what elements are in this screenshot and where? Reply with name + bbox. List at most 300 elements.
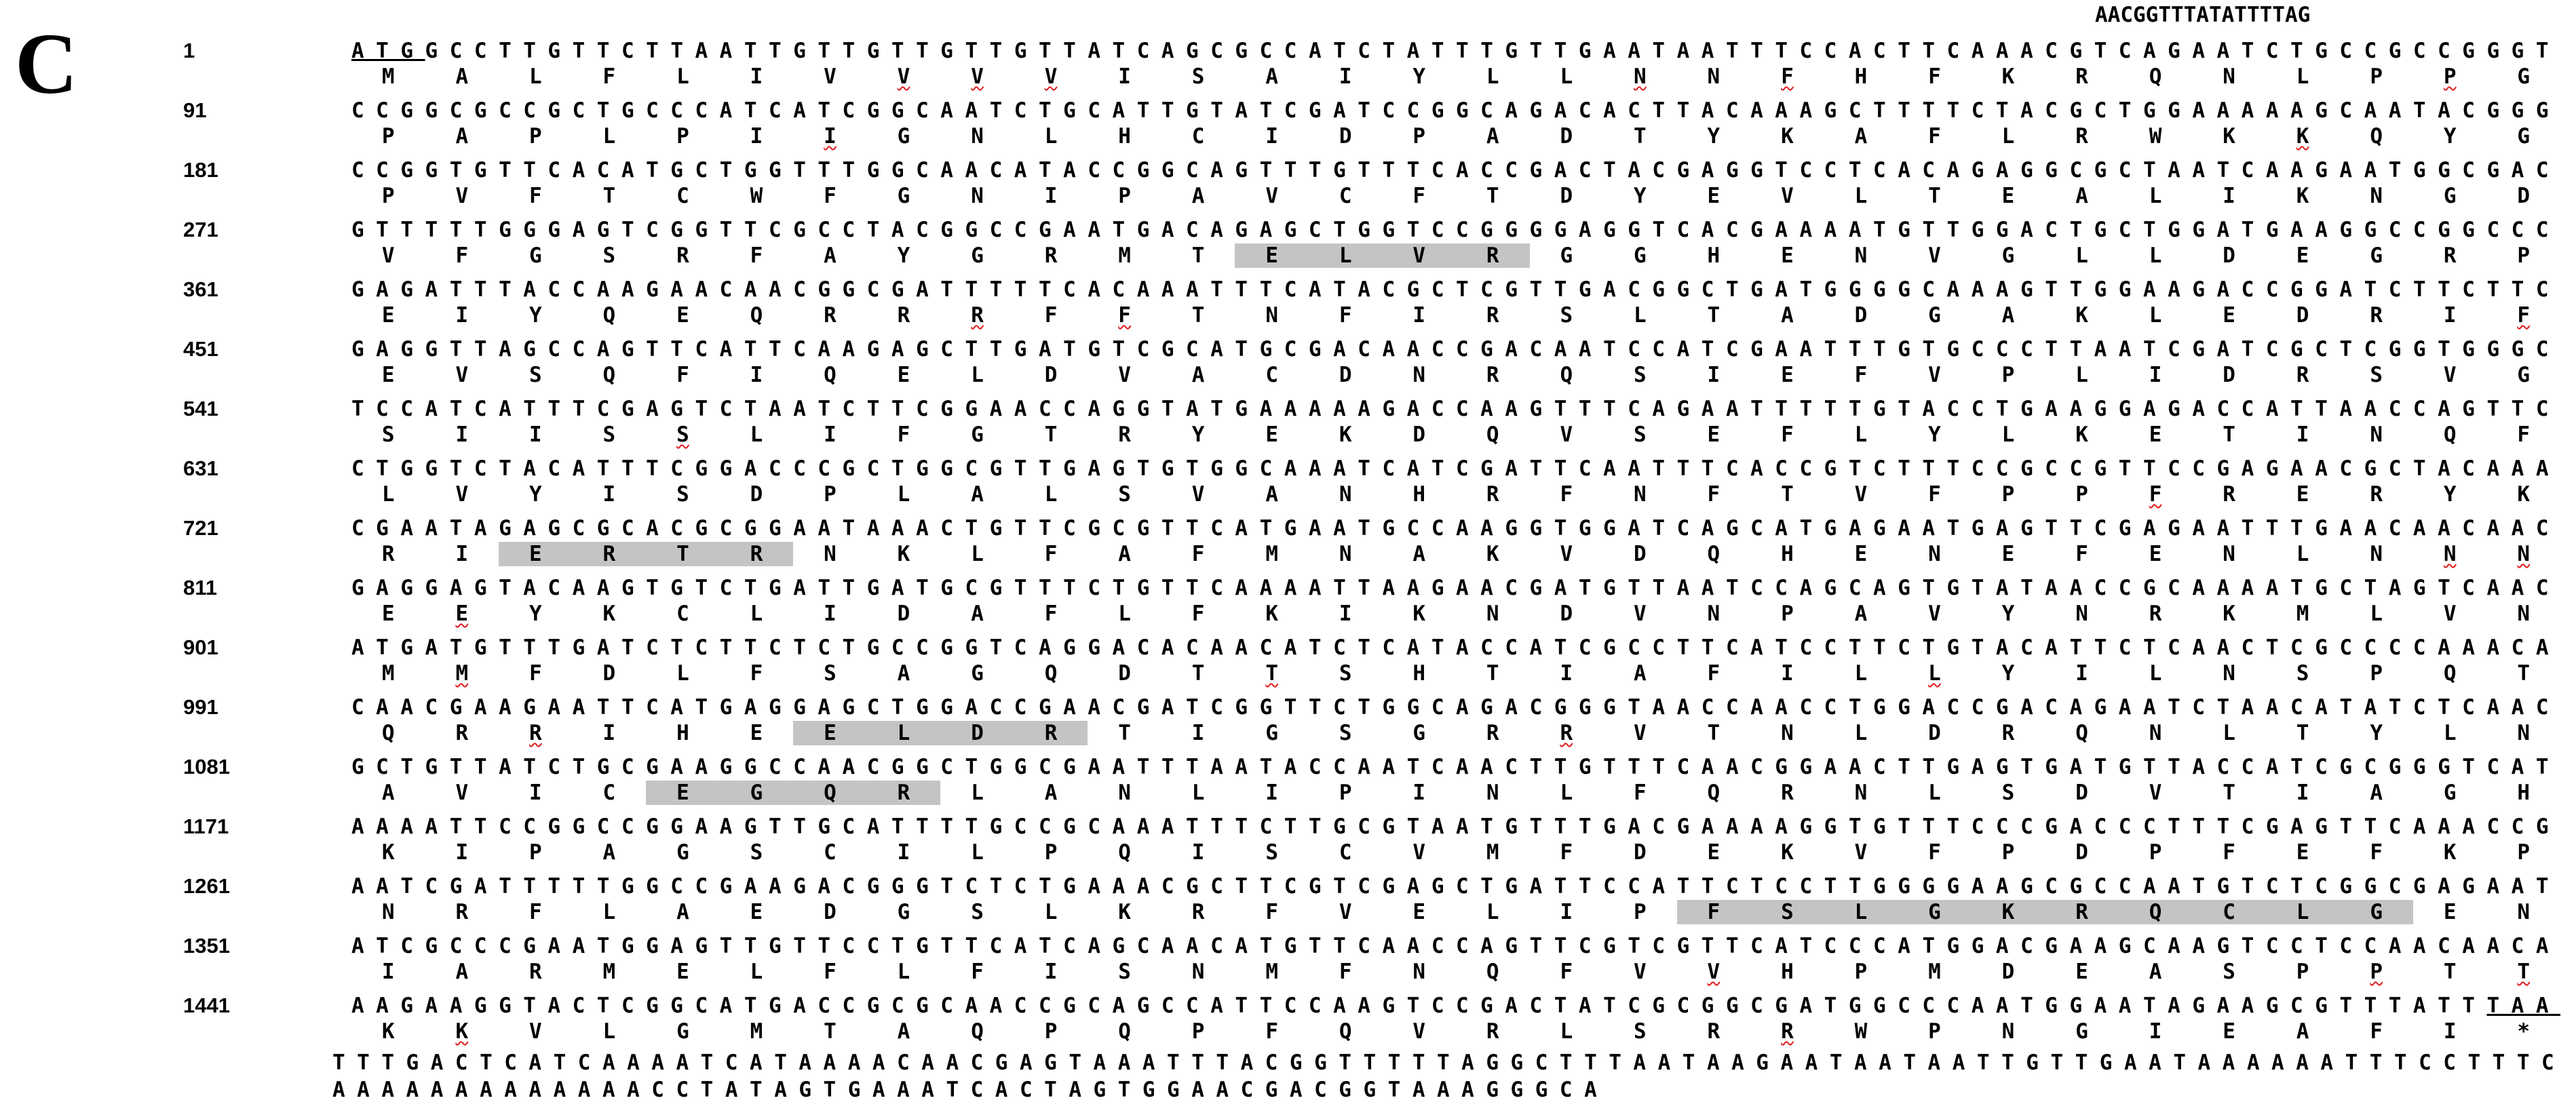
- residue: E: [1265, 422, 1278, 447]
- position-number: 1: [183, 39, 195, 62]
- residue: E: [381, 303, 395, 328]
- residue: L: [2075, 363, 2088, 387]
- residue: D: [602, 661, 616, 686]
- residue: P: [2296, 960, 2309, 984]
- residue: G: [2517, 363, 2531, 387]
- residue: P: [1044, 1019, 1058, 1044]
- residue: G: [1265, 721, 1278, 745]
- residue: N: [1854, 243, 1868, 268]
- residue: K: [602, 602, 616, 626]
- residue: K: [897, 542, 910, 566]
- residue: F: [1339, 960, 1352, 984]
- codon-marker: TAA: [2486, 993, 2561, 1018]
- upstream-leader-sequence: AACGGTTTATATTTTAG: [2095, 3, 2311, 27]
- residue: V: [1412, 243, 1426, 268]
- nucleotide-line: [351, 397, 2560, 421]
- position-number: 451: [183, 337, 218, 361]
- residue: P: [381, 184, 395, 208]
- residue: D: [2075, 840, 2088, 865]
- residue: L: [1928, 661, 1941, 686]
- residue: V: [1928, 602, 1941, 626]
- residue: V: [897, 64, 910, 89]
- residue: L: [1560, 781, 1573, 805]
- residue: E: [750, 900, 763, 924]
- residue: S: [1781, 900, 1794, 924]
- residue: N: [1339, 542, 1352, 566]
- residue: F: [1265, 1019, 1278, 1044]
- nucleotide-line: [351, 635, 2560, 660]
- residue: L: [2149, 303, 2162, 328]
- amino-acid-line: [0, 184, 2576, 208]
- residue: F: [1781, 64, 1794, 89]
- position-number: 811: [183, 576, 218, 599]
- residue: F: [750, 243, 763, 268]
- position-number: 541: [183, 397, 218, 420]
- residue: G: [676, 1019, 689, 1044]
- residue: R: [2370, 482, 2383, 507]
- residue: N: [1854, 781, 1868, 805]
- nucleotide-line: [351, 456, 2560, 481]
- residue: H: [1412, 661, 1426, 686]
- residue: A: [971, 602, 984, 626]
- residue: E: [2149, 422, 2162, 447]
- residue: Y: [1412, 64, 1426, 89]
- residue: S: [824, 661, 837, 686]
- residue: R: [2443, 243, 2457, 268]
- residue: F: [1560, 960, 1573, 984]
- residue: P: [2001, 482, 2015, 507]
- residue: M: [381, 661, 395, 686]
- amino-acid-line: [0, 363, 2576, 387]
- residue: P: [1854, 960, 1868, 984]
- residue: I: [1044, 960, 1058, 984]
- residue: I: [2443, 1019, 2457, 1044]
- residue: T: [2443, 960, 2457, 984]
- residue: I: [2296, 781, 2309, 805]
- residue: P: [2370, 960, 2383, 984]
- residue: R: [2001, 721, 2015, 745]
- residue: P: [1118, 184, 1131, 208]
- residue: N: [2223, 64, 2235, 89]
- residue: V: [455, 781, 469, 805]
- residue: V: [529, 1019, 542, 1044]
- residue: F: [455, 243, 469, 268]
- residue: D: [750, 482, 763, 507]
- residue: F: [1560, 840, 1573, 865]
- position-number: 1081: [183, 755, 230, 779]
- residue: Q: [1044, 661, 1058, 686]
- residue: F: [971, 960, 984, 984]
- residue: Y: [2370, 721, 2383, 745]
- residue: V: [1044, 64, 1058, 89]
- residue: K: [2075, 422, 2088, 447]
- residue: L: [1044, 900, 1058, 924]
- residue: F: [529, 184, 542, 208]
- residue: V: [1928, 243, 1941, 268]
- amino-acid-line: [0, 781, 2576, 805]
- residue: L: [676, 661, 689, 686]
- residue: M: [602, 960, 616, 984]
- residue: R: [529, 960, 542, 984]
- residue: R: [1560, 721, 1573, 745]
- residue: Q: [2149, 64, 2162, 89]
- residue: K: [1486, 542, 1499, 566]
- residue: N: [971, 184, 984, 208]
- residue: L: [1634, 303, 1647, 328]
- residue: N: [1486, 602, 1499, 626]
- residue: F: [1265, 900, 1278, 924]
- residue: M: [1486, 840, 1499, 865]
- residue: Q: [602, 303, 616, 328]
- residue: M: [455, 661, 469, 686]
- residue: S: [2370, 363, 2383, 387]
- residue: Q: [1339, 1019, 1352, 1044]
- residue: I: [750, 64, 763, 89]
- residue: I: [602, 721, 616, 745]
- residue: N: [1265, 303, 1278, 328]
- residue: L: [1486, 64, 1499, 89]
- residue: G: [2517, 124, 2531, 149]
- position-number: 271: [183, 218, 218, 241]
- residue: E: [1781, 363, 1794, 387]
- residue: F: [1044, 542, 1058, 566]
- residue: D: [1560, 602, 1573, 626]
- residue: F: [1928, 64, 1941, 89]
- nucleotide-segment: GCTGTTATCTGCGAAGGCCAACGGCTGGCGAATTTAATACCAATCAACTTGTTTCAACGGAACTTGAGTGATGTTACCATCGCGGGTCAT: [351, 755, 2560, 779]
- residue: V: [1781, 184, 1794, 208]
- nucleotide-segment: GAGATTTACCAAGAACAACGGCGATTTTTCACAAATTTCATACGCTCGTTGACGGCTGATGGGGCAAAGTTGGAAGACCGGATCTTCTTC: [351, 277, 2560, 302]
- residue: N: [2517, 602, 2531, 626]
- residue: R: [1486, 303, 1499, 328]
- residue: C: [1339, 184, 1352, 208]
- residue: L: [2149, 184, 2162, 208]
- residue: Y: [529, 303, 542, 328]
- nucleotide-line: [351, 755, 2560, 779]
- residue: S: [2223, 960, 2235, 984]
- residue: H: [2517, 781, 2531, 805]
- codon-marker: ATG: [351, 39, 425, 63]
- residue: F: [1044, 602, 1058, 626]
- residue: G: [971, 661, 984, 686]
- residue: V: [1191, 482, 1205, 507]
- residue: P: [1339, 781, 1352, 805]
- residue: T: [1707, 721, 1720, 745]
- residue: N: [1781, 721, 1794, 745]
- residue: A: [1191, 184, 1205, 208]
- residue: L: [1928, 781, 1941, 805]
- residue: T: [1928, 184, 1941, 208]
- position-number: 181: [183, 158, 218, 182]
- residue: T: [1191, 661, 1205, 686]
- amino-acid-line: [0, 602, 2576, 626]
- residue: S: [381, 422, 395, 447]
- residue: I: [1191, 840, 1205, 865]
- residue: W: [1854, 1019, 1868, 1044]
- amino-acid-line: [0, 900, 2576, 924]
- residue: N: [1486, 781, 1499, 805]
- residue: R: [1486, 1019, 1499, 1044]
- residue: D: [971, 721, 984, 745]
- residue: L: [971, 542, 984, 566]
- residue: M: [1928, 960, 1941, 984]
- residue: N: [2223, 542, 2235, 566]
- residue: F: [1044, 303, 1058, 328]
- residue: N: [1412, 960, 1426, 984]
- residue: G: [529, 243, 542, 268]
- residue: A: [1634, 661, 1647, 686]
- residue: Y: [1634, 184, 1647, 208]
- amino-acid-line: [0, 721, 2576, 745]
- residue: P: [2149, 840, 2162, 865]
- residue: K: [2443, 840, 2457, 865]
- residue: F: [1560, 482, 1573, 507]
- residue: K: [2223, 124, 2235, 149]
- residue: F: [1191, 602, 1205, 626]
- residue: F: [529, 900, 542, 924]
- residue: I: [1265, 124, 1278, 149]
- residue: W: [750, 184, 763, 208]
- residue: T: [2296, 721, 2309, 745]
- residue: F: [2517, 422, 2531, 447]
- residue: R: [529, 721, 542, 745]
- residue: L: [381, 482, 395, 507]
- amino-acid-line: [0, 960, 2576, 984]
- residue: S: [1191, 64, 1205, 89]
- residue: L: [971, 781, 984, 805]
- residue: Y: [529, 482, 542, 507]
- residue: E: [2075, 960, 2088, 984]
- residue: S: [529, 363, 542, 387]
- residue: T: [1486, 661, 1499, 686]
- amino-acid-line: [0, 1019, 2576, 1044]
- residue: G: [971, 243, 984, 268]
- residue: N: [1707, 64, 1720, 89]
- nucleotide-segment: AAGAAGGTACTCGGCATGACCGCGCAACCGCAGCCATTCCAAGTCCGACTATCGCGGCGATGGCCCAATGGAATAGAAGCGTTTATT: [351, 993, 2487, 1018]
- residue: N: [1634, 482, 1647, 507]
- residue: K: [2296, 124, 2309, 149]
- residue: T: [1191, 303, 1205, 328]
- residue: P: [2517, 840, 2531, 865]
- residue: L: [750, 960, 763, 984]
- residue: D: [1560, 184, 1573, 208]
- residue: F: [2223, 840, 2235, 865]
- residue: M: [750, 1019, 763, 1044]
- residue: E: [2296, 482, 2309, 507]
- nucleotide-segment: TCCATCATTTCGAGTCTAATCTTCGGAACCAGGTATGAAAAAGACCAAGTTTCAGAATTTTTGTACCTGAAGGAGACCATTAACCAGTTC: [351, 397, 2560, 421]
- residue: N: [1707, 602, 1720, 626]
- residue: Q: [824, 781, 837, 805]
- residue: L: [1854, 661, 1868, 686]
- residue: S: [1265, 840, 1278, 865]
- position-number: 1261: [183, 874, 230, 898]
- amino-acid-line: [0, 124, 2576, 149]
- residue: R: [1486, 363, 1499, 387]
- motif-highlight: [1235, 243, 1529, 268]
- residue: R: [2075, 64, 2088, 89]
- residue: E: [529, 542, 542, 566]
- residue: I: [455, 303, 469, 328]
- residue: T: [824, 1019, 837, 1044]
- residue: C: [602, 781, 616, 805]
- residue: V: [455, 184, 469, 208]
- residue: D: [824, 900, 837, 924]
- residue: P: [2370, 661, 2383, 686]
- residue: D: [1560, 124, 1573, 149]
- residue: Q: [381, 721, 395, 745]
- residue: Y: [2001, 661, 2015, 686]
- residue: T: [602, 184, 616, 208]
- nucleotide-segment: ATCGCCCGAATGGAGTTGTTCCTGTTCATCAGCAACATGTTCAACCAGTTCGTCGTTCATCCCATGGACGAAGCAAGTCCTCCAACAACA: [351, 934, 2560, 958]
- nucleotide-segment: CTGGTCTACATTTCGGACCCGCTGGCGTTGAGTGTGGCAAATCATCGATTCAATTTCACCGTCTTTCCGCCGTTCCGAGAACGCTACAAA: [351, 456, 2560, 481]
- residue: A: [1265, 64, 1278, 89]
- residue: I: [2149, 1019, 2162, 1044]
- residue: F: [602, 64, 616, 89]
- residue: K: [381, 840, 395, 865]
- residue: P: [2370, 64, 2383, 89]
- residue: L: [2149, 243, 2162, 268]
- residue: W: [2149, 124, 2162, 149]
- residue: L: [1560, 64, 1573, 89]
- residue: I: [897, 840, 910, 865]
- residue: G: [2517, 64, 2531, 89]
- residue: E: [455, 602, 469, 626]
- residue: E: [1781, 243, 1794, 268]
- residue: T: [1118, 721, 1131, 745]
- residue: L: [2296, 900, 2309, 924]
- amino-acid-line: [0, 542, 2576, 566]
- residue: F: [1191, 542, 1205, 566]
- residue: V: [1118, 363, 1131, 387]
- residue: E: [676, 303, 689, 328]
- residue: F: [750, 661, 763, 686]
- residue: I: [1781, 661, 1794, 686]
- residue: P: [1781, 602, 1794, 626]
- residue: A: [1191, 363, 1205, 387]
- residue: Q: [2443, 422, 2457, 447]
- residue: T: [1044, 422, 1058, 447]
- residue: H: [1118, 124, 1131, 149]
- residue: S: [602, 422, 616, 447]
- nucleotide-line: [351, 39, 2560, 63]
- residue: Q: [2075, 721, 2088, 745]
- residue: N: [2223, 661, 2235, 686]
- residue: R: [1781, 1019, 1794, 1044]
- residue: E: [676, 781, 689, 805]
- residue: P: [676, 124, 689, 149]
- residue: R: [1044, 243, 1058, 268]
- nucleotide-line: [351, 576, 2560, 600]
- residue: L: [1854, 721, 1868, 745]
- residue: E: [2223, 303, 2235, 328]
- residue: L: [1044, 124, 1058, 149]
- residue: D: [1412, 422, 1426, 447]
- residue: Y: [1191, 422, 1205, 447]
- residue: Q: [2149, 900, 2162, 924]
- residue: L: [1339, 243, 1352, 268]
- residue: M: [381, 64, 395, 89]
- residue: V: [381, 243, 395, 268]
- residue: P: [2001, 363, 2015, 387]
- residue: D: [2223, 243, 2235, 268]
- residue: P: [824, 482, 837, 507]
- residue: G: [897, 184, 910, 208]
- residue: I: [824, 602, 837, 626]
- nucleotide-line: [351, 158, 2560, 182]
- residue: E: [750, 721, 763, 745]
- residue: F: [1781, 422, 1794, 447]
- residue: I: [1707, 363, 1720, 387]
- residue: I: [1560, 661, 1573, 686]
- residue: N: [1634, 64, 1647, 89]
- residue: I: [381, 960, 395, 984]
- residue: F: [2517, 303, 2531, 328]
- position-number: 361: [183, 277, 218, 301]
- residue: K: [2001, 64, 2015, 89]
- residue: D: [2223, 363, 2235, 387]
- residue: F: [2370, 1019, 2383, 1044]
- residue: V: [2443, 602, 2457, 626]
- residue: S: [2296, 661, 2309, 686]
- residue: N: [1412, 363, 1426, 387]
- residue: R: [381, 542, 395, 566]
- residue: N: [824, 542, 837, 566]
- residue: H: [1707, 243, 1720, 268]
- residue: E: [1707, 184, 1720, 208]
- residue: D: [2517, 184, 2531, 208]
- residue: S: [1634, 1019, 1647, 1044]
- residue: G: [2370, 243, 2383, 268]
- residue: T: [676, 542, 689, 566]
- residue: F: [676, 363, 689, 387]
- residue: S: [1560, 303, 1573, 328]
- nucleotide-line: [351, 218, 2560, 242]
- residue: I: [2443, 303, 2457, 328]
- residue: T: [1634, 124, 1647, 149]
- residue: N: [2149, 721, 2162, 745]
- residue: L: [1854, 184, 1868, 208]
- residue: I: [750, 363, 763, 387]
- residue: M: [1118, 243, 1131, 268]
- residue: K: [1781, 840, 1794, 865]
- residue: R: [824, 303, 837, 328]
- residue: Q: [2370, 124, 2383, 149]
- residue: K: [2001, 900, 2015, 924]
- residue: V: [1854, 482, 1868, 507]
- residue: I: [455, 840, 469, 865]
- residue: V: [1560, 422, 1573, 447]
- residue: F: [1339, 303, 1352, 328]
- residue: L: [529, 64, 542, 89]
- residue: P: [1928, 1019, 1941, 1044]
- residue: I: [2075, 661, 2088, 686]
- residue: G: [897, 124, 910, 149]
- residue: F: [1928, 840, 1941, 865]
- residue: G: [1634, 243, 1647, 268]
- nucleotide-line: [351, 814, 2560, 839]
- residue: D: [1928, 721, 1941, 745]
- residue: C: [1339, 840, 1352, 865]
- residue: K: [1265, 602, 1278, 626]
- residue: A: [1854, 602, 1868, 626]
- residue: V: [1634, 721, 1647, 745]
- residue: G: [2370, 900, 2383, 924]
- residue: S: [602, 243, 616, 268]
- residue: P: [1412, 124, 1426, 149]
- residue: K: [381, 1019, 395, 1044]
- residue: H: [1781, 960, 1794, 984]
- residue: I: [2149, 363, 2162, 387]
- residue: A: [2001, 303, 2015, 328]
